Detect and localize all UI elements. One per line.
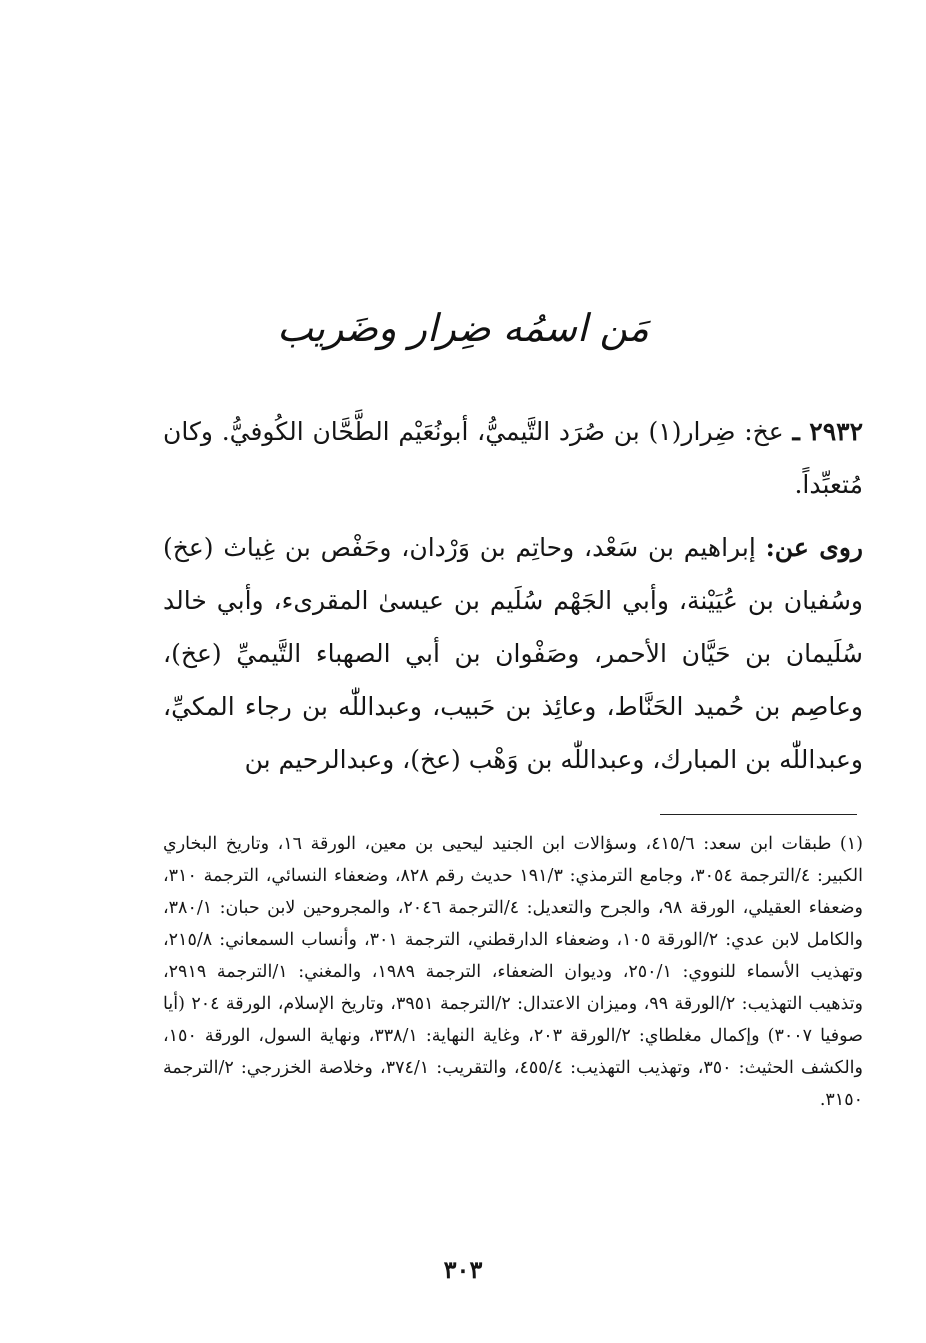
- main-text: [163, 405, 863, 786]
- narrated-from-label: روى عن:: [765, 533, 863, 562]
- narration-paragraph: [163, 521, 863, 786]
- footnote-1: (١) طبقات ابن سعد: ٤١٥/٦، وسؤالات ابن الجنيد ليحيى بن معين، الورقة ١٦، وتاريخ البخاري الكبير: ٤/الترجمة ٣٠٥٤، وجامع الترمذي: ١٩١/٣ حديث رقم ٨٢٨، وضعفاء النسائي، الترجمة ٣١٠، وضعفاء العقيلي، الورقة ٩٨، والجرح والتعديل: ٤/الترجمة ٢٠٤٦، والمجروحين لابن حبان: ٣٨٠/١، والكامل لابن عدي: ٢/الورقة ١٠٥، وضعفاء الدارقطني، الترجمة ٣٠١، وأنساب السمعاني: ٢١٥/٨، وتهذيب الأسماء للنووي: ٢٥٠/١، وديوان الضعفاء، الترجمة ١٩٨٩، والمغني: ١/الترجمة ٢٩١٩، وتذهيب التهذيب: ٢/الورقة ٩٩، وميزان الاعتدال: ٢/الترجمة ٣٩٥١، وتاريخ الإسلام، الورقة ٢٠٤ (أيا صوفيا ٣٠٠٧) وإكمال مغلطاي: ٢/الورقة ٢٠٣، وغاية النهاية: ٣٣٨/١، ونهاية السول، الورقة ١٥٠، والكشف الحثيث: ٣٥٠، وتهذيب التهذيب: ٤٥٥/٤، والتقريب: ٣٧٤/١، وخلاصة الخزرجي: ٢/الترجمة ٣١٥٠.: [163, 834, 864, 1110]
- page-number: ٣٠٣: [443, 1255, 483, 1284]
- entry-text: عخ: ضِرار(١) بن صُرَد التَّيميُّ، أبونُعَيْم الطَّحَّان الكُوفيُّ. وكان مُتعبِّداً.: [163, 417, 863, 499]
- narration-text: إبراهيم بن سَعْد، وحاتِم بن وَرْدان، وحَفْص بن غِياث (عخ) وسُفيان بن عُيَيْنة، وأبي الجَهْم سُلَيم بن عيسىٰ المقرىء، وأبي خالد سُلَيمان بن حَيَّان الأحمر، وصَفْوان بن أبي الصهباء التَّيميِّ (عخ)، وعاصِم بن حُميد الحَنَّاط، وعائِذ بن حَبيب، وعبداللّٰه بن رجاء المكيِّ، وعبداللّٰه بن المبارك، وعبداللّٰه بن وَهْب (عخ)، وعبدالرحيم بن: [163, 533, 863, 774]
- footnote-separator: [660, 814, 857, 815]
- biography-entry: [163, 405, 863, 511]
- entry-number: ٢٩٣٢ ـ: [792, 417, 864, 446]
- footnotes: [163, 828, 863, 1116]
- section-heading: مَن اسمُه ضِرار وضَريب: [277, 306, 649, 350]
